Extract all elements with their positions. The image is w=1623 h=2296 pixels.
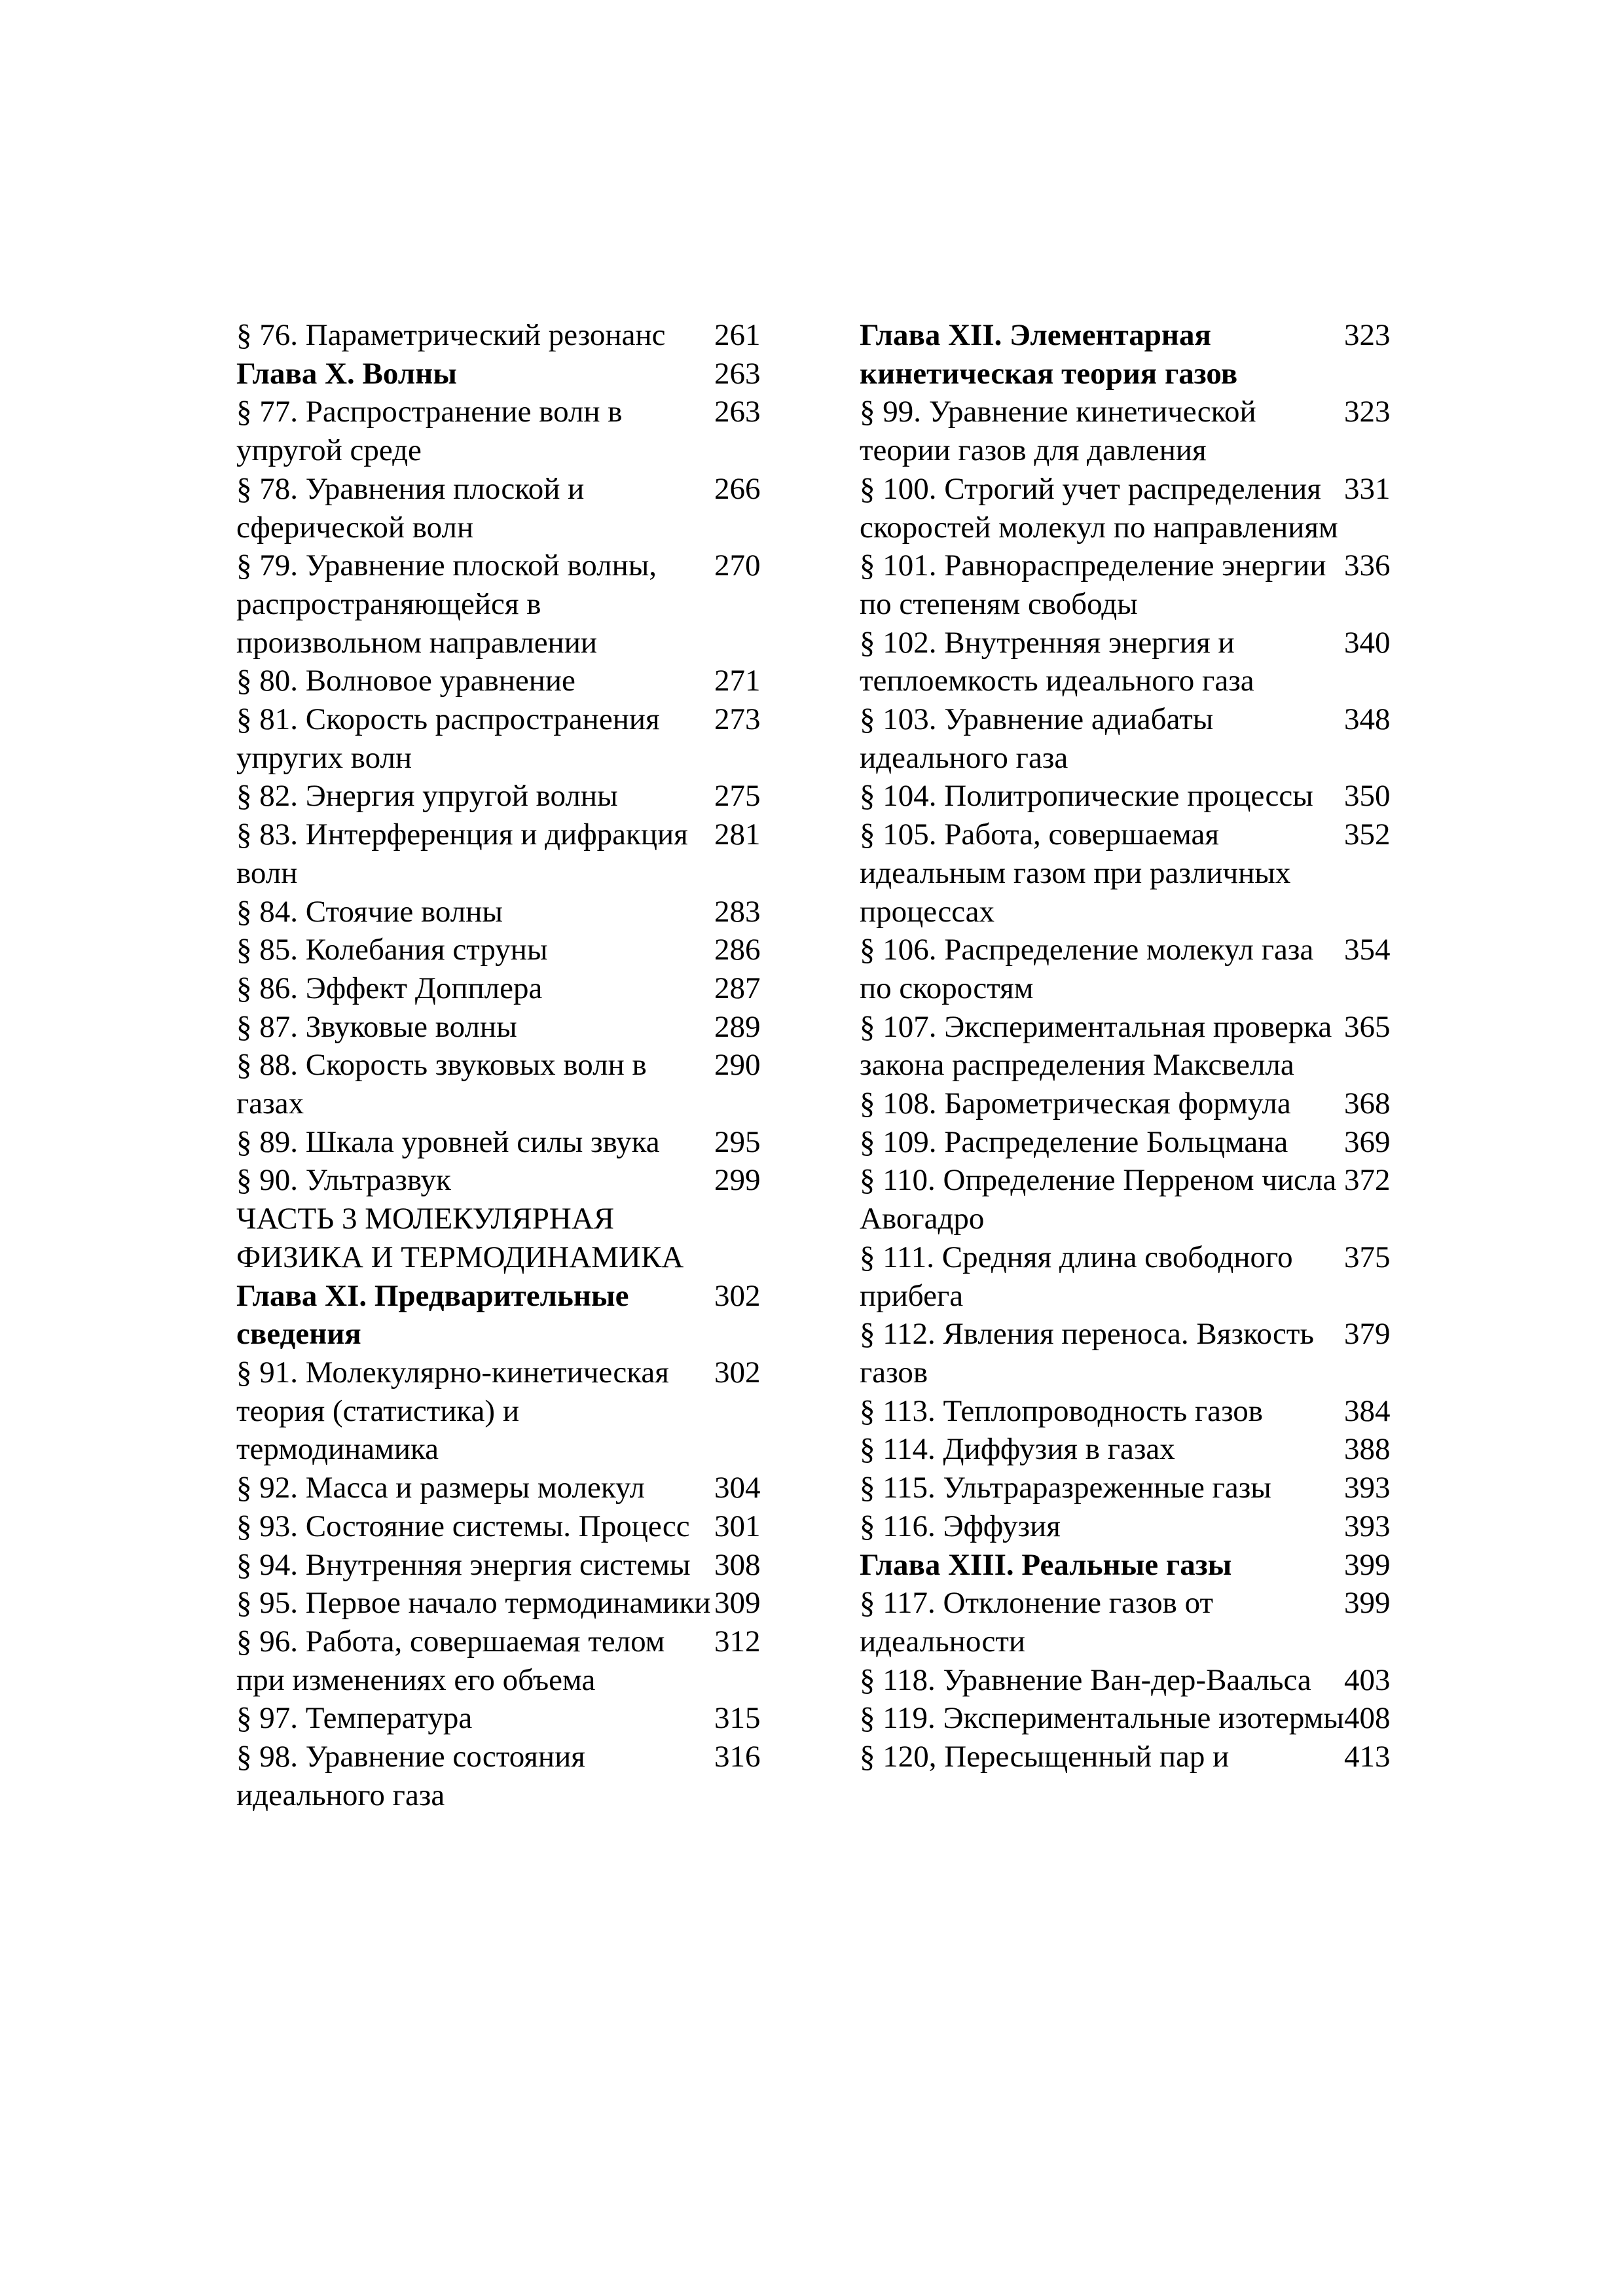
toc-section-entry <box>236 662 786 700</box>
toc-entry-title: § 101. Равнораспределение энергии по степеням свободы <box>860 548 1326 621</box>
toc-entry-page-number: 263 <box>714 356 761 391</box>
toc-section-entry <box>236 816 786 892</box>
toc-entry-title: § 89. Шкала уровней силы звука <box>236 1124 660 1159</box>
toc-entry-title: § 117. Отклонение газов от идеальности <box>860 1586 1213 1659</box>
toc-entry-page-number: 368 <box>1344 1086 1391 1121</box>
toc-entry-title: § 111. Средняя длина свободного прибега <box>860 1240 1293 1313</box>
toc-entry-page-number: 408 <box>1344 1701 1391 1736</box>
toc-entry-title: § 119. Экспериментальные изотермы <box>860 1701 1344 1736</box>
toc-entry-title: § 79. Уравнение плоской волны, распространяющейся в произвольном направлении <box>236 548 657 660</box>
toc-section-entry <box>236 1123 786 1162</box>
toc-entry-title: § 99. Уравнение кинетической теории газов для давления <box>860 395 1256 468</box>
toc-section-entry <box>236 393 786 469</box>
toc-entry-page-number: 273 <box>714 702 761 737</box>
toc-section-entry <box>860 547 1410 623</box>
toc-section-entry <box>236 1354 786 1469</box>
toc-entry-title: § 107. Экспериментальная проверка закона распределения Максвелла <box>860 1009 1332 1083</box>
toc-section-entry <box>860 1469 1410 1507</box>
toc-section-entry <box>860 470 1410 547</box>
toc-entry-title: § 115. Ультраразреженные газы <box>860 1471 1271 1505</box>
toc-entry-page-number: 384 <box>1344 1393 1391 1428</box>
toc-entry-page-number: 369 <box>1344 1124 1391 1159</box>
toc-left-column <box>236 316 786 1814</box>
toc-entry-title: § 92. Масса и размеры молекул <box>236 1471 645 1505</box>
toc-section-entry <box>860 777 1410 816</box>
toc-entry-title: § 94. Внутренняя энергия системы <box>236 1547 691 1582</box>
toc-entry-title: § 82. Энергия упругой волны <box>236 779 618 814</box>
toc-entry-title: § 83. Интерференция и дифракция волн <box>236 817 688 890</box>
toc-entry-page-number: 295 <box>714 1124 761 1159</box>
toc-entry-page-number: 302 <box>714 1278 761 1313</box>
toc-section-entry <box>860 1699 1410 1738</box>
toc-entry-title: § 109. Распределение Больцмана <box>860 1124 1288 1159</box>
toc-entry-title: § 98. Уравнение состояния идеального газа <box>236 1740 585 1812</box>
toc-section-entry <box>860 1661 1410 1700</box>
toc-entry-page-number: 308 <box>714 1547 761 1582</box>
toc-section-entry <box>860 1430 1410 1469</box>
toc-entry-title: § 113. Теплопроводность газов <box>860 1393 1264 1428</box>
toc-section-entry <box>236 1738 786 1814</box>
toc-right-column <box>860 316 1410 1776</box>
toc-entry-title: § 81. Скорость распространения упругих волн <box>236 702 660 775</box>
toc-section-entry <box>860 393 1410 469</box>
toc-entry-page-number: 290 <box>714 1048 761 1083</box>
toc-section-entry <box>236 969 786 1008</box>
toc-entry-page-number: 372 <box>1344 1163 1391 1198</box>
toc-entry-title: § 78. Уравнения плоской и сферической волн <box>236 471 585 545</box>
toc-entry-page-number: 393 <box>1344 1471 1391 1505</box>
toc-section-entry <box>236 1584 786 1623</box>
toc-entry-title: Глава XI. Предварительные сведения <box>236 1278 629 1352</box>
toc-chapter-entry <box>860 316 1410 393</box>
toc-entry-page-number: 336 <box>1344 548 1391 583</box>
toc-entry-title: ЧАСТЬ 3 МОЛЕКУЛЯРНАЯ ФИЗИКА И ТЕРМОДИНАМИКА <box>236 1202 684 1274</box>
toc-entry-page-number: 315 <box>714 1701 761 1736</box>
toc-entry-title: § 103. Уравнение адиабаты идеального газа <box>860 702 1214 775</box>
toc-entry-title: § 100. Строгий учет распределения скоростей молекул по направлениям <box>860 471 1338 545</box>
toc-entry-title: § 114. Диффузия в газах <box>860 1432 1175 1467</box>
toc-section-entry <box>860 1738 1410 1776</box>
toc-entry-title: § 90. Ультразвук <box>236 1163 451 1198</box>
toc-entry-title: § 108. Барометрическая формула <box>860 1086 1291 1121</box>
toc-section-entry <box>236 1046 786 1122</box>
toc-entry-page-number: 304 <box>714 1471 761 1505</box>
toc-part-heading <box>236 1200 786 1276</box>
toc-entry-title: § 95. Первое начало термодинамики <box>236 1586 711 1621</box>
toc-section-entry <box>860 624 1410 700</box>
toc-entry-title: § 84. Стоячие волны <box>236 894 503 929</box>
toc-entry-title: § 110. Определение Перреном числа Авогадро <box>860 1163 1337 1236</box>
toc-entry-title: § 85. Колебания струны <box>236 933 548 967</box>
toc-entry-page-number: 399 <box>1344 1547 1391 1582</box>
toc-section-entry <box>860 1123 1410 1162</box>
toc-entry-page-number: 348 <box>1344 702 1391 737</box>
toc-chapter-entry <box>236 355 786 393</box>
toc-entry-page-number: 283 <box>714 894 761 929</box>
toc-section-entry <box>236 1546 786 1585</box>
toc-entry-page-number: 275 <box>714 779 761 814</box>
toc-entry-page-number: 350 <box>1344 779 1391 814</box>
toc-section-entry <box>860 1161 1410 1238</box>
toc-entry-page-number: 270 <box>714 548 761 583</box>
toc-entry-title: § 88. Скорость звуковых волн в газах <box>236 1048 647 1121</box>
toc-section-entry <box>236 470 786 547</box>
toc-entry-page-number: 340 <box>1344 625 1391 660</box>
toc-entry-page-number: 354 <box>1344 933 1391 967</box>
toc-section-entry <box>236 316 786 355</box>
toc-section-entry <box>236 1623 786 1699</box>
toc-section-entry <box>236 893 786 931</box>
toc-chapter-entry <box>236 1277 786 1354</box>
toc-entry-page-number: 271 <box>714 664 761 698</box>
toc-entry-title: § 105. Работа, совершаемая идеальным газом при различных процессах <box>860 817 1291 929</box>
toc-entry-title: § 77. Распространение волн в упругой среде <box>236 395 623 468</box>
toc-section-entry <box>236 1699 786 1738</box>
toc-section-entry <box>236 1008 786 1047</box>
toc-entry-title: § 106. Распределение молекул газа по скоростям <box>860 933 1314 1005</box>
toc-entry-page-number: 399 <box>1344 1586 1391 1621</box>
toc-section-entry <box>860 1392 1410 1431</box>
toc-entry-page-number: 312 <box>714 1624 761 1659</box>
toc-section-entry <box>236 547 786 662</box>
toc-entry-title: § 104. Политропические процессы <box>860 779 1313 814</box>
toc-section-entry <box>860 1584 1410 1660</box>
toc-entry-title: § 116. Эффузия <box>860 1509 1061 1543</box>
toc-entry-title: § 86. Эффект Допплера <box>236 971 543 1005</box>
toc-section-entry <box>236 931 786 969</box>
toc-entry-title: § 80. Волновое уравнение <box>236 664 575 698</box>
toc-section-entry <box>860 700 1410 777</box>
toc-entry-page-number: 413 <box>1344 1740 1391 1774</box>
toc-entry-page-number: 281 <box>714 817 761 852</box>
toc-entry-page-number: 299 <box>714 1163 761 1198</box>
toc-entry-title: Глава XII. Элементарная кинетическая теория газов <box>860 318 1238 391</box>
toc-entry-page-number: 309 <box>714 1586 761 1621</box>
toc-entry-page-number: 263 <box>714 395 761 429</box>
toc-section-entry <box>236 1507 786 1546</box>
toc-entry-title: § 112. Явления переноса. Вязкость газов <box>860 1317 1314 1390</box>
toc-entry-page-number: 323 <box>1344 318 1391 352</box>
toc-entry-title: § 97. Температура <box>236 1701 473 1736</box>
toc-entry-page-number: 331 <box>1344 471 1391 506</box>
toc-section-entry <box>860 816 1410 931</box>
toc-section-entry <box>236 1161 786 1200</box>
toc-section-entry <box>860 1008 1410 1085</box>
toc-entry-page-number: 352 <box>1344 817 1391 852</box>
toc-section-entry <box>860 1085 1410 1123</box>
toc-entry-title: Глава XIII. Реальные газы <box>860 1547 1232 1582</box>
toc-chapter-entry <box>860 1546 1410 1585</box>
toc-section-entry <box>860 1507 1410 1546</box>
toc-entry-page-number: 403 <box>1344 1662 1391 1697</box>
toc-entry-page-number: 286 <box>714 933 761 967</box>
toc-entry-page-number: 323 <box>1344 395 1391 429</box>
toc-entry-title: § 102. Внутренняя энергия и теплоемкость идеального газа <box>860 625 1254 698</box>
toc-section-entry <box>860 1315 1410 1391</box>
toc-entry-page-number: 375 <box>1344 1240 1391 1274</box>
toc-entry-page-number: 316 <box>714 1740 761 1774</box>
toc-entry-title: § 93. Состояние системы. Процесс <box>236 1509 690 1543</box>
toc-entry-page-number: 365 <box>1344 1009 1391 1044</box>
toc-entry-title: § 120, Пересыщенный пар и <box>860 1740 1230 1774</box>
toc-entry-title: § 118. Уравнение Ван-дер-Ваальса <box>860 1662 1311 1697</box>
toc-entry-title: § 87. Звуковые волны <box>236 1009 517 1044</box>
toc-entry-title: Глава X. Волны <box>236 356 457 391</box>
toc-entry-page-number: 388 <box>1344 1432 1391 1467</box>
toc-entry-page-number: 261 <box>714 318 761 352</box>
toc-section-entry <box>860 931 1410 1007</box>
toc-section-entry <box>860 1238 1410 1315</box>
toc-entry-page-number: 287 <box>714 971 761 1005</box>
toc-entry-page-number: 301 <box>714 1509 761 1543</box>
toc-entry-title: § 91. Молекулярно-кинетическая теория (статистика) и термодинамика <box>236 1355 669 1467</box>
toc-entry-page-number: 379 <box>1344 1317 1391 1352</box>
toc-entry-page-number: 289 <box>714 1009 761 1044</box>
toc-section-entry <box>236 777 786 816</box>
toc-section-entry <box>236 1469 786 1507</box>
toc-entry-title: § 76. Параметрический резонанс <box>236 318 666 352</box>
toc-entry-page-number: 393 <box>1344 1509 1391 1543</box>
toc-entry-page-number: 302 <box>714 1355 761 1390</box>
toc-entry-title: § 96. Работа, совершаемая телом при изменениях его объема <box>236 1624 665 1697</box>
toc-section-entry <box>236 700 786 777</box>
toc-entry-page-number: 266 <box>714 471 761 506</box>
